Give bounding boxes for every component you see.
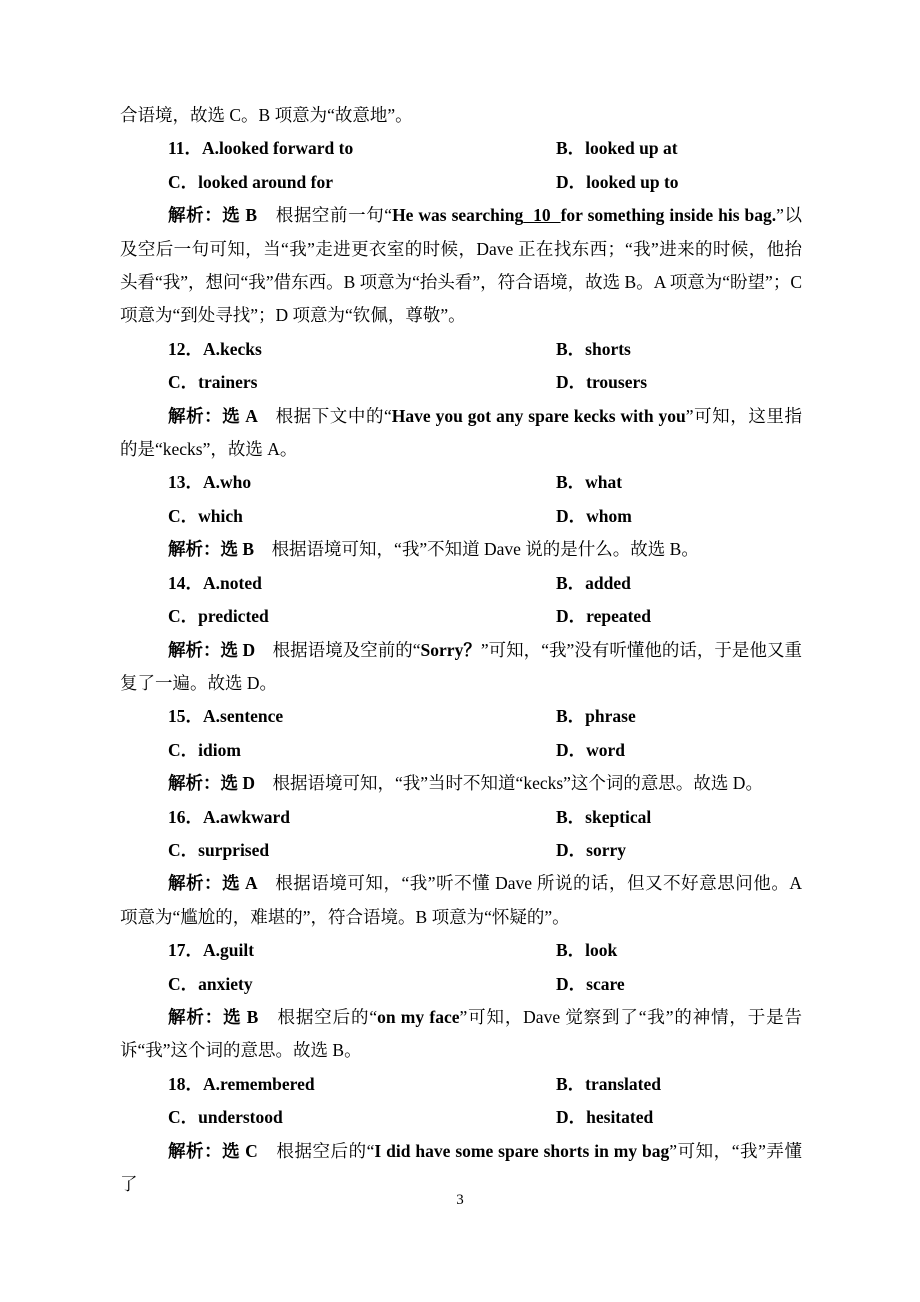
option-row <box>120 466 802 499</box>
explanation-segment: ”以及空后一句可知，当“我”走进更衣室的时候，Dave 正在找东西；“我”进来的时候，他抬头看“我”，想问“我”借东西。B 项意为“抬头看”，符合语境，故选 B。A 项意为“盼望”；C 项意为“到处寻找”；D 项意为“钦佩，尊敬”。 <box>120 205 802 326</box>
option-row <box>120 567 802 600</box>
option: C．trainers <box>168 372 258 393</box>
option-row <box>120 700 802 733</box>
explanation <box>120 400 802 467</box>
question-block-18 <box>120 1068 802 1202</box>
explanation-segment: ”可知，Dave 觉察到了“我”的神情，于是告诉“我”这个词的意思。故选 B。 <box>120 1006 802 1061</box>
explanation-segment: on my face <box>377 1006 460 1027</box>
option: 18．A.remembered <box>168 1073 315 1094</box>
explanation-segment: 解析：选 C <box>168 1140 277 1161</box>
question-block-11 <box>120 132 802 332</box>
option: B．translated <box>556 1073 661 1094</box>
option: D．scare <box>556 973 625 994</box>
option: 16．A.awkward <box>168 806 291 827</box>
option: D．sorry <box>556 839 626 860</box>
explanation-segment: 解析：选 A <box>168 873 276 894</box>
option: D．repeated <box>556 606 651 627</box>
option-row <box>120 500 802 533</box>
option: B．what <box>556 472 623 493</box>
explanation-segment: for something inside his bag. <box>560 205 777 226</box>
explanation-segment: 根据语境可知，“我”不知道 Dave 说的是什么。故选 B。 <box>271 539 699 560</box>
option-row <box>120 968 802 1001</box>
explanation-segment: ”可知，“我”没有听懂他的话，于是他又重复了一遍。故选 D。 <box>120 639 802 693</box>
option: D．word <box>556 739 626 760</box>
option-row <box>120 366 802 399</box>
explanation-segment: ”可知，这里指的是“kecks”，故选 A。 <box>120 405 802 460</box>
explanation-segment: He was searching <box>392 205 524 226</box>
question-block-12 <box>120 333 802 467</box>
option-row <box>120 132 802 165</box>
option-row <box>120 1101 802 1134</box>
explanation-segment: 根据空后的“ <box>276 1140 375 1161</box>
question-block-16 <box>120 801 802 935</box>
explanation <box>120 634 802 701</box>
explanation-segment: 根据空后的“ <box>277 1006 378 1027</box>
option: C．looked around for <box>168 171 333 192</box>
option: B．added <box>556 572 631 593</box>
option: 15．A.sentence <box>168 706 284 727</box>
option-row <box>120 801 802 834</box>
question-block-13 <box>120 466 802 566</box>
option: C．idiom <box>168 739 241 760</box>
option-row <box>120 734 802 767</box>
explanation-segment: 根据空前一句“ <box>275 205 393 226</box>
option-row <box>120 934 802 967</box>
explanation-segment: 解析：选 D <box>168 639 273 660</box>
option: C．anxiety <box>168 973 253 994</box>
option-row <box>120 166 802 199</box>
continuation-paragraph: 合语境，故选 C。B 项意为“故意地”。 <box>120 105 413 125</box>
explanation-segment: I did have some spare shorts in my bag <box>374 1140 670 1161</box>
explanation-segment: 根据语境可知，“我”当时不知道“kecks”这个词的意思。故选 D。 <box>272 773 763 794</box>
option: C．surprised <box>168 839 270 860</box>
explanation-segment: 解析：选 B <box>168 539 272 560</box>
option: B．looked up at <box>556 138 678 159</box>
option: 13．A.who <box>168 472 252 493</box>
option: C．understood <box>168 1107 283 1128</box>
explanation <box>120 767 802 800</box>
explanation-segment: 解析：选 A <box>168 405 276 426</box>
option-row <box>120 333 802 366</box>
explanation-segment: 根据语境及空前的“ <box>272 639 421 660</box>
option: 12．A.kecks <box>168 338 262 359</box>
explanation-segment: 解析：选 B <box>168 205 276 226</box>
option: D．hesitated <box>556 1107 654 1128</box>
option: B．skeptical <box>556 806 652 827</box>
page-number: 3 <box>456 1192 464 1208</box>
option: B．phrase <box>556 706 636 727</box>
question-block-14 <box>120 567 802 701</box>
option: B．look <box>556 940 618 961</box>
explanation-segment: ”可知，“我”弄懂了 <box>120 1140 802 1194</box>
explanation-segment: 根据下文中的“ <box>275 405 392 426</box>
explanation-segment: Sorry？ <box>420 639 481 660</box>
explanation <box>120 1001 802 1068</box>
explanation <box>120 867 802 934</box>
option: C．predicted <box>168 606 269 627</box>
explanation-segment: 解析：选 B <box>168 1006 278 1027</box>
questions-container <box>120 132 802 1201</box>
option: 14．A.noted <box>168 572 262 593</box>
option-row <box>120 834 802 867</box>
explanation <box>120 199 802 333</box>
explanation-segment: 解析：选 D <box>168 773 273 794</box>
option: B．shorts <box>556 338 631 359</box>
blank-number: 10 <box>523 205 561 226</box>
question-block-17 <box>120 934 802 1068</box>
option: D．trousers <box>556 372 648 393</box>
option: 17．A.guilt <box>168 940 255 961</box>
question-block-15 <box>120 700 802 800</box>
option-row <box>120 1068 802 1101</box>
option: 11．A.looked forward to <box>168 138 354 159</box>
option-row <box>120 600 802 633</box>
explanation-segment: 根据语境可知，“我”听不懂 Dave 所说的话，但又不好意思问他。A 项意为“尴尬的，难堪的”，符合语境。B 项意为“怀疑的”。 <box>120 873 802 927</box>
option: D．whom <box>556 505 632 526</box>
option: D．looked up to <box>556 171 679 192</box>
option: C．which <box>168 505 243 526</box>
explanation-segment: Have you got any spare kecks with you <box>391 405 686 426</box>
explanation <box>120 533 802 566</box>
